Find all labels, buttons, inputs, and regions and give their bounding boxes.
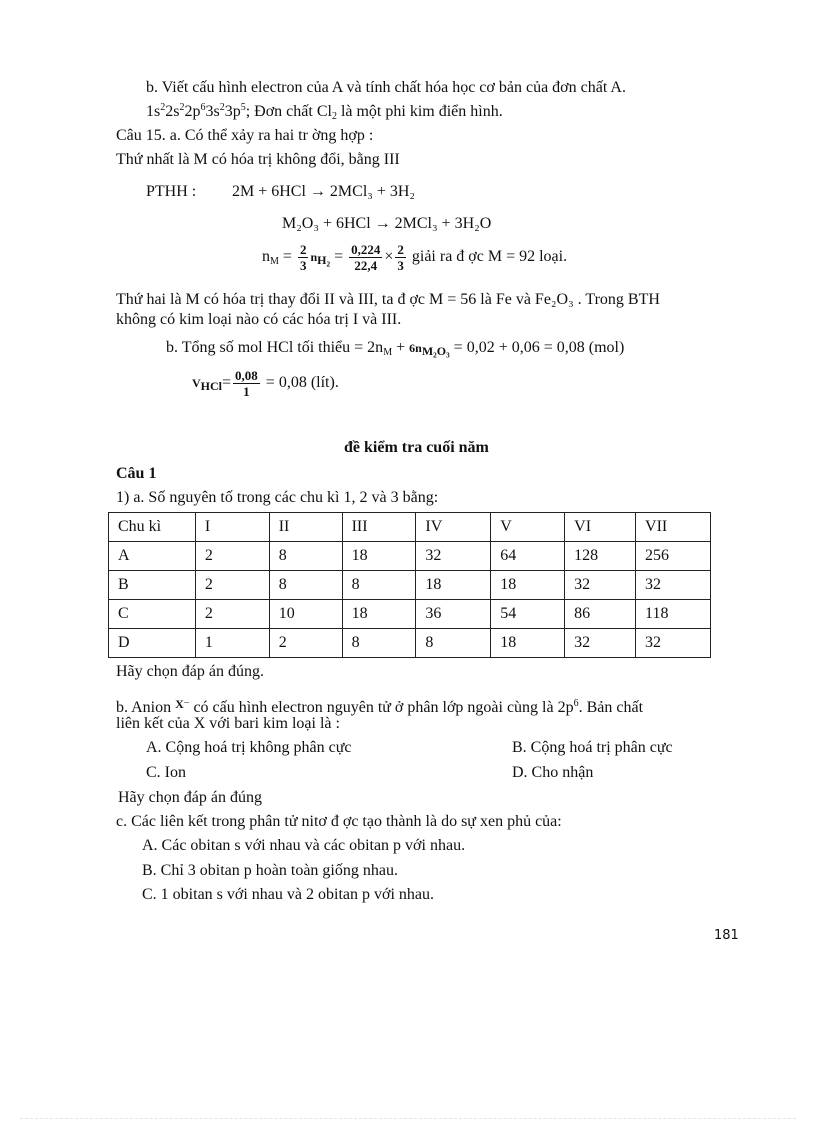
fraction-volume-hcl: $\frac{0,08}{1}$	[235, 367, 258, 399]
case-1-text: Thứ nhất là M có hóa trị không đổi, bằng III	[116, 151, 400, 168]
table-cell: 32	[416, 542, 491, 571]
table-cell: 128	[565, 542, 636, 571]
table-cell: 64	[491, 542, 565, 571]
table-cell: 2	[269, 629, 342, 658]
table-cell: D	[109, 629, 196, 658]
table-cell: C	[109, 600, 196, 629]
table-cell: 32	[636, 629, 711, 658]
page-number: 181	[714, 928, 739, 943]
choose-answer-1: Hãy chọn đáp án đúng.	[116, 663, 264, 680]
table-cell: 8	[416, 629, 491, 658]
table-header-cell: IV	[416, 513, 491, 542]
period-elements-table	[108, 512, 711, 658]
table-cell: B	[109, 571, 196, 600]
table-header-cell: VI	[565, 513, 636, 542]
table-cell: 8	[269, 571, 342, 600]
table-cell: 18	[416, 571, 491, 600]
table-header-cell: V	[491, 513, 565, 542]
equation-2: M₂O₃ + 6HCl → 2MCl₃ + 3H₂O	[282, 215, 492, 232]
page-bottom-divider	[20, 1118, 796, 1119]
table-cell: 2	[195, 600, 269, 629]
table-cell: 32	[636, 571, 711, 600]
table-cell: 86	[565, 600, 636, 629]
question-1a-text: 1) a. Số nguyên tố trong các chu kì 1, 2 và 3 bằng:	[116, 489, 439, 506]
table-header-row	[109, 513, 711, 542]
table-header-cell: Chu kì	[109, 513, 196, 542]
table-cell: 18	[491, 629, 565, 658]
option-a: A. Cộng hoá trị không phân cực	[146, 739, 352, 756]
exam-title: đề kiểm tra cuối năm	[344, 439, 489, 456]
table-cell: 256	[636, 542, 711, 571]
fraction-volume: $\frac{0,224}{22,4}$	[351, 241, 381, 273]
ptth-label: PTHH :	[146, 183, 197, 200]
table-cell: 32	[565, 629, 636, 658]
table-cell: 10	[269, 600, 342, 629]
table-header-cell: II	[269, 513, 342, 542]
hcl-total-formula: b. Tổng số mol HCl tối thiểu = $2n_M + 6n_{M_2O_3} = 0,02 + 0,06 = 0,08$ (mol)	[166, 339, 625, 358]
table-cell: 8	[269, 542, 342, 571]
fraction-2-3: $\frac{2}{3}$	[299, 241, 307, 273]
question-1-heading: Câu 1	[116, 465, 157, 482]
table-row	[109, 629, 711, 658]
equation-1: 2M + 6HCl → 2MCl₃ + 3H₂	[232, 183, 415, 200]
option-1c-c: C. 1 obitan s với nhau và 2 obitan p với nhau.	[142, 886, 434, 903]
nm-formula: $n_M$ = $\frac{2}{3}$ $n_{H_2}$ = $\frac{0,224}{22,4}$ × $\frac{2}{3}$ giải ra đ ợc M = 92 loại.	[262, 241, 568, 273]
table-cell: 118	[636, 600, 711, 629]
question-1b-line-1: b. Anion $^{X-}$ có cấu hình electron nguyên tử ở phân lớp ngoài cùng là $2p^6$. Bản chất	[116, 697, 644, 716]
table-cell: 18	[342, 600, 416, 629]
table-cell: 1	[195, 629, 269, 658]
table-header-cell: III	[342, 513, 416, 542]
table-header-cell: I	[195, 513, 269, 542]
fraction-2-3-second: $\frac{2}{3}$	[397, 241, 404, 273]
table-row	[109, 571, 711, 600]
question-1b-line-2: liên kết của X với bari kim loại là :	[116, 715, 340, 732]
volume-formula: $V_{HCl}=$ $\frac{0,08}{1}$ = 0,08 (lít).	[192, 367, 339, 399]
table-cell: 8	[342, 571, 416, 600]
table-cell: 2	[195, 542, 269, 571]
table-cell: 36	[416, 600, 491, 629]
case-2-line-1: Thứ hai là M có hóa trị thay đổi II và III, ta đ ợc M = 56 là Fe và Fe₂O₃ . Trong BTH	[116, 291, 660, 308]
table-cell: 32	[565, 571, 636, 600]
table-cell: 8	[342, 629, 416, 658]
choose-answer-2: Hãy chọn đáp án đúng	[118, 789, 262, 806]
option-c: C. Ion	[146, 764, 186, 781]
option-1c-b: B. Chỉ 3 obitan p hoàn toàn giống nhau.	[142, 862, 398, 879]
question-15-heading: Câu 15. a. Có thể xảy ra hai tr ờng hợp :	[116, 127, 374, 144]
table-cell: 18	[342, 542, 416, 571]
option-b: B. Cộng hoá trị phân cực	[512, 739, 673, 756]
table-cell: 54	[491, 600, 565, 629]
option-d: D. Cho nhận	[512, 764, 594, 781]
table-cell: 2	[195, 571, 269, 600]
option-1c-a: A. Các obitan s với nhau và các obitan p với nhau.	[142, 837, 466, 854]
table-row	[109, 542, 711, 571]
case-2-line-2: không có kim loại nào có các hóa trị I và III.	[116, 311, 402, 328]
table-header-cell: VII	[636, 513, 711, 542]
question-1c-text: c. Các liên kết trong phân tử nitơ đ ợc tạo thành là do sự xen phủ của:	[116, 813, 562, 830]
table-row	[109, 600, 711, 629]
question-b-text: b. Viết cấu hình electron của A và tính chất hóa học cơ bản của đơn chất A.	[146, 79, 626, 96]
table-cell: A	[109, 542, 196, 571]
table-cell: 18	[491, 571, 565, 600]
electron-configuration: $1s^22s^22p^63s^23p^5$; Đơn chất $Cl_2$ là một phi kim điển hình.	[146, 102, 503, 122]
